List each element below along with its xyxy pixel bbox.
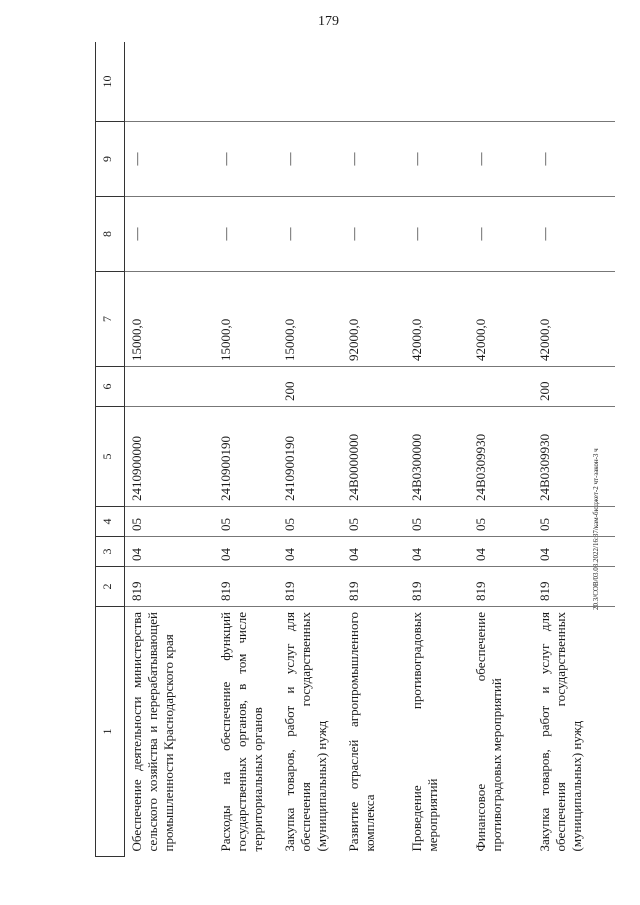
row-vr <box>405 367 469 407</box>
col-header: 10 <box>96 42 125 122</box>
row-ved: 819 <box>214 567 278 607</box>
row-vr: 200 <box>278 367 342 407</box>
row-rz: 04 <box>125 537 215 567</box>
row-empty <box>125 42 215 122</box>
row-empty <box>214 42 278 122</box>
row-name: Обеспечение деятельности министерства сельского хозяйства и перерабатывающей промышленности Краснодарского края <box>129 612 176 852</box>
row-sum: 15000,0 <box>278 272 342 367</box>
row-csr: 24В0309930 <box>533 407 615 507</box>
row-col10: — <box>125 122 215 197</box>
row-vr <box>214 367 278 407</box>
row-csr: 24В0000000 <box>342 407 406 507</box>
row-col9: — <box>533 197 615 272</box>
row-empty <box>405 42 469 122</box>
row-col10: — <box>469 122 533 197</box>
col-header: 1 <box>96 607 125 857</box>
row-sum: 42000,0 <box>405 272 469 367</box>
row-csr: 2410900190 <box>278 407 342 507</box>
col-header: 5 <box>96 407 125 507</box>
row-ved: 819 <box>125 567 215 607</box>
budget-table <box>95 42 615 857</box>
row-col10: — <box>214 122 278 197</box>
row-ved: 819 <box>278 567 342 607</box>
row-name: Финансовое обеспечение противоградовых мероприятий <box>473 612 505 852</box>
row-name: Закупка товаров, работ и услуг для обеспечения государственных (муниципальных) нужд <box>536 612 584 852</box>
table-row <box>278 42 342 857</box>
row-sum: 42000,0 <box>533 272 615 367</box>
table-row <box>533 42 615 857</box>
row-csr: 2410900190 <box>214 407 278 507</box>
row-rz: 04 <box>214 537 278 567</box>
row-pr: 05 <box>125 507 215 537</box>
row-pr: 05 <box>469 507 533 537</box>
row-col9: — <box>342 197 406 272</box>
row-csr: 24В0300000 <box>405 407 469 507</box>
row-col9: — <box>214 197 278 272</box>
row-ved: 819 <box>533 567 615 607</box>
row-ved: 819 <box>342 567 406 607</box>
table-row <box>125 42 215 857</box>
row-pr: 05 <box>533 507 615 537</box>
side-note: 20.3/СОВ/03.03.2022/16:37/кам-бюджет-2 чт-закон-3 ч <box>592 448 600 610</box>
row-col9: — <box>469 197 533 272</box>
row-col10: — <box>533 122 615 197</box>
row-name: Развитие отраслей агропромышленного комплекса <box>345 612 377 852</box>
row-pr: 05 <box>405 507 469 537</box>
row-sum: 15000,0 <box>125 272 215 367</box>
row-col10: — <box>278 122 342 197</box>
row-col9: — <box>125 197 215 272</box>
col-header: 8 <box>96 197 125 272</box>
row-col10: — <box>342 122 406 197</box>
row-vr <box>125 367 215 407</box>
row-sum: 92000,0 <box>342 272 406 367</box>
table-row <box>214 42 278 857</box>
row-pr: 05 <box>342 507 406 537</box>
row-col10: — <box>405 122 469 197</box>
row-csr: 2410900000 <box>125 407 215 507</box>
row-col9: — <box>405 197 469 272</box>
page-number: 179 <box>318 14 339 29</box>
col-header: 7 <box>96 272 125 367</box>
row-empty <box>278 42 342 122</box>
row-rz: 04 <box>469 537 533 567</box>
row-empty <box>469 42 533 122</box>
row-rz: 04 <box>342 537 406 567</box>
table-row <box>342 42 406 857</box>
col-header: 4 <box>96 507 125 537</box>
row-rz: 04 <box>405 537 469 567</box>
row-ved: 819 <box>469 567 533 607</box>
col-header: 2 <box>96 567 125 607</box>
row-vr <box>342 367 406 407</box>
row-pr: 05 <box>278 507 342 537</box>
col-header: 3 <box>96 537 125 567</box>
table-container <box>95 42 615 857</box>
row-name: Расходы на обеспечение функций государственных органов, в том числе территориальных органов <box>218 612 266 852</box>
header-row <box>96 42 125 857</box>
row-col9: — <box>278 197 342 272</box>
row-empty <box>533 42 615 122</box>
row-name: Закупка товаров, работ и услуг для обеспечения государственных (муниципальных) нужд <box>282 612 330 852</box>
col-header: 6 <box>96 367 125 407</box>
row-empty <box>342 42 406 122</box>
row-csr: 24В0309930 <box>469 407 533 507</box>
row-rz: 04 <box>278 537 342 567</box>
row-rz: 04 <box>533 537 615 567</box>
row-vr <box>469 367 533 407</box>
table-row <box>405 42 469 857</box>
table-row <box>469 42 533 857</box>
row-sum: 15000,0 <box>214 272 278 367</box>
row-pr: 05 <box>214 507 278 537</box>
row-vr: 200 <box>533 367 615 407</box>
row-ved: 819 <box>405 567 469 607</box>
row-name: Проведение противоградовых мероприятий <box>409 612 441 852</box>
row-sum: 42000,0 <box>469 272 533 367</box>
col-header: 9 <box>96 122 125 197</box>
